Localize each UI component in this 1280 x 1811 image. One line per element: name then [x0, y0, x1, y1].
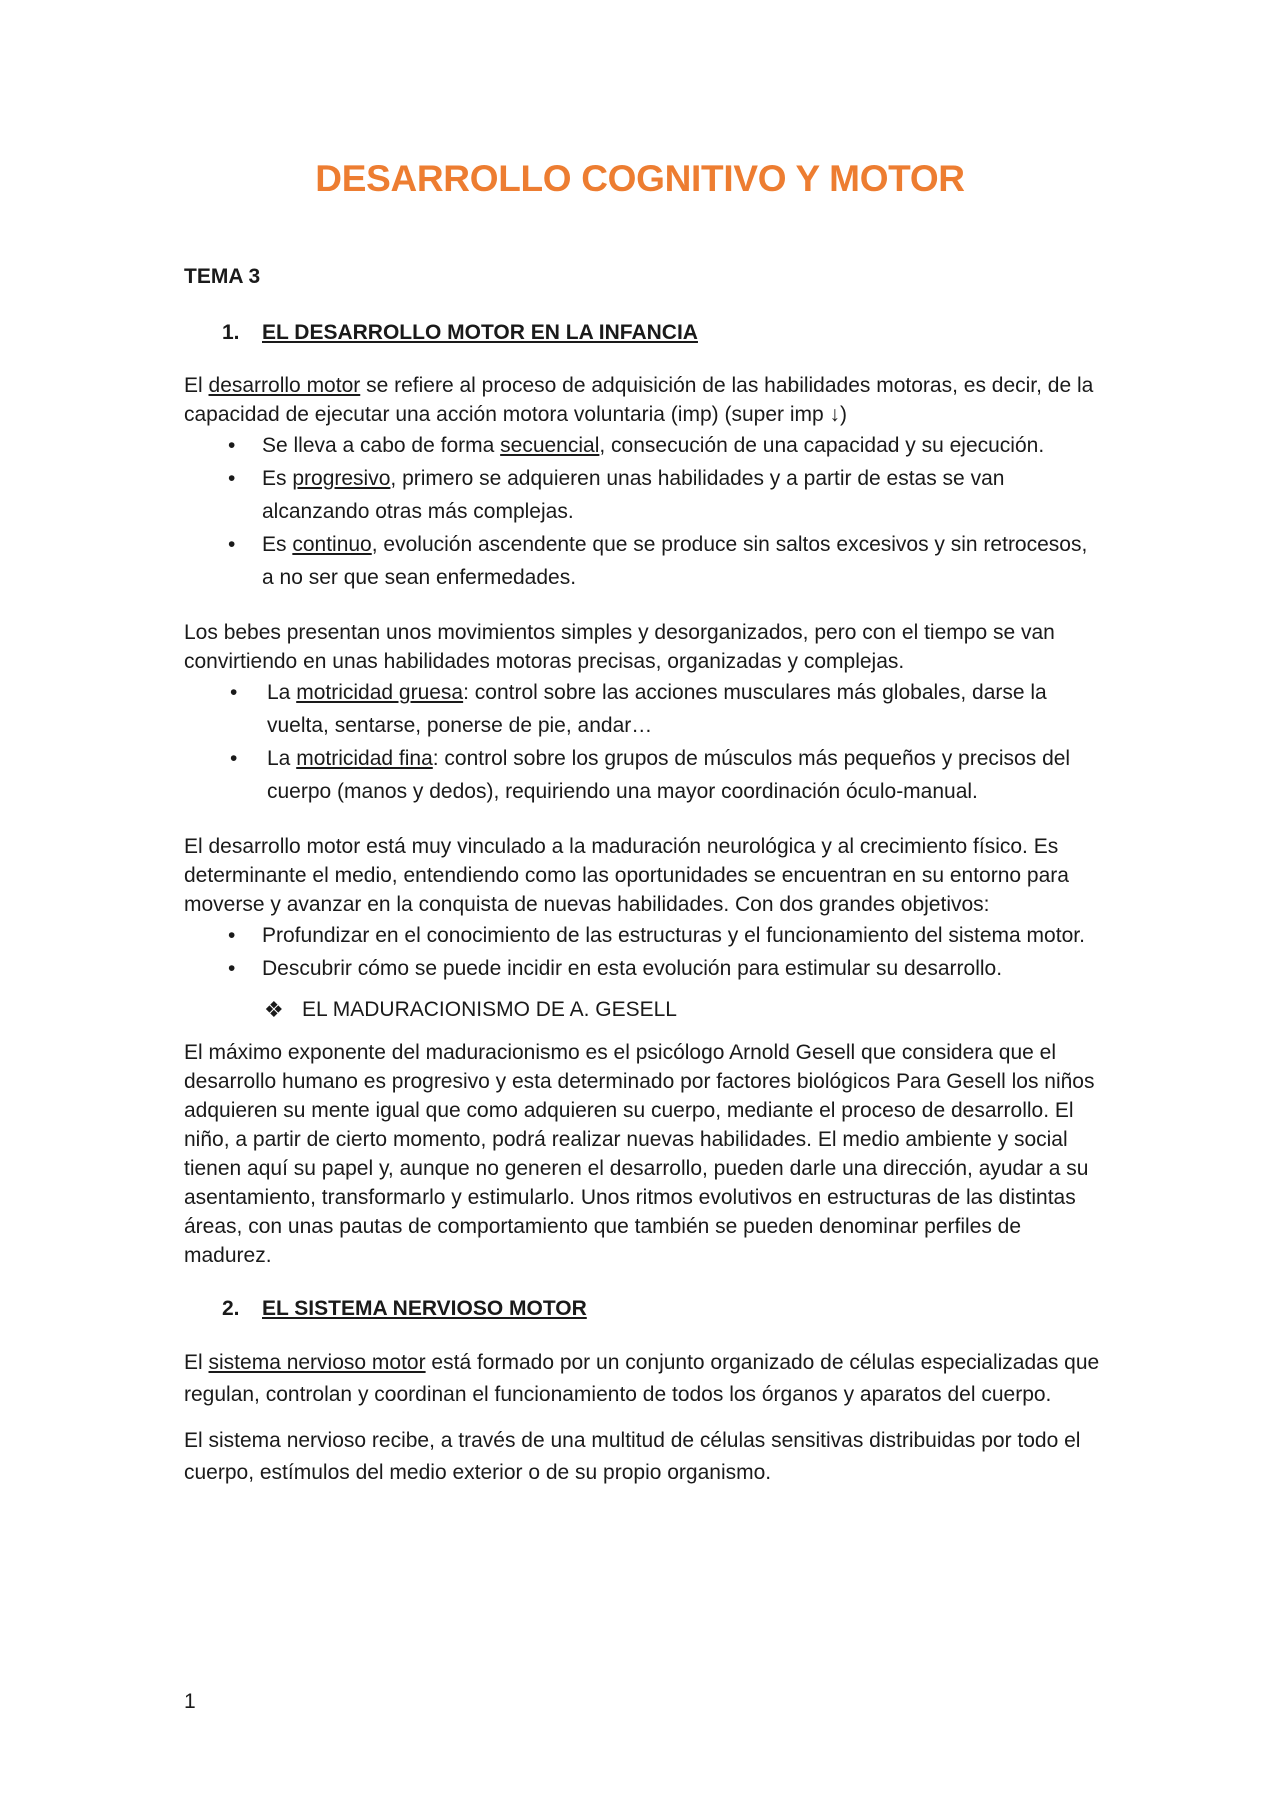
section-1-heading	[222, 318, 1104, 347]
spacer	[184, 1411, 1104, 1425]
section-1-intro	[184, 371, 1104, 429]
gesell-subheading	[264, 995, 1104, 1024]
section-2-number: 2.	[222, 1297, 240, 1320]
section-1-number: 1.	[222, 321, 240, 344]
item-text-pre: La	[267, 681, 297, 704]
section-1-paragraph-3: El desarrollo motor está muy vinculado a la maduración neurológica y al crecimiento físico. Es determinante el medio, entendiendo como las oportunidades se encuentran en su entorno para moverse y avanzar en la conquista de nuevas habilidades. Con dos grandes objetivos:	[184, 835, 1069, 916]
bullet-icon: •	[230, 681, 238, 704]
term-progresivo: progresivo	[292, 467, 391, 490]
bullet-icon: •	[228, 434, 236, 457]
bullet-icon: •	[228, 957, 236, 980]
objectives-list	[184, 919, 1104, 985]
term-secuencial: secuencial	[500, 434, 600, 457]
list-item	[184, 429, 1104, 462]
page-number: 1	[184, 1690, 196, 1713]
term-desarrollo-motor: desarrollo motor	[208, 374, 361, 397]
intro-text-pre: El	[184, 374, 209, 397]
bullet-icon: •	[228, 533, 236, 556]
section-2-title: EL SISTEMA NERVIOSO MOTOR	[262, 1297, 587, 1320]
section-1-title: EL DESARROLLO MOTOR EN LA INFANCIA	[262, 321, 698, 344]
gesell-paragraph: El máximo exponente del maduracionismo es el psicólogo Arnold Gesell que considera que el desarrollo humano es progresivo y esta determinado por factores biológicos Para Gesell los niños adquieren su mente igual que como adquieren su cuerpo, mediante el proceso de desarrollo. El niño, a partir de cierto momento, podrá realizar nuevas habilidades. El medio ambiente y social tienen aquí su papel y, aunque no generen el desarrollo, pueden darle una dirección, ayudar a su asentamiento, transformarlo y estimularlo. Unos ritmos evolutivos en estructuras de las distintas áreas, con unas pautas de comportamiento que también se pueden denominar perfiles de madurez.	[184, 1041, 1095, 1267]
item-text-post: , primero se adquieren unas habilidades y a partir de estas se van alcanzando otras más complejas.	[262, 467, 1005, 523]
list-item	[184, 919, 1104, 952]
list-item	[184, 742, 1104, 808]
bullet-icon: •	[228, 467, 236, 490]
list-item	[184, 676, 1104, 742]
motricity-list	[184, 676, 1104, 808]
item-text-post: : control sobre las acciones musculares más globales, darse la vuelta, sentarse, ponerse de pie, andar…	[267, 681, 1047, 737]
intro-text-post: está formado por un conjunto organizado de células especializadas que regulan, controlan y coordinan el funcionamiento de todos los órganos y aparatos del cuerpo.	[184, 1351, 1100, 1406]
gesell-subheading-text: EL MADURACIONISMO DE A. GESELL	[302, 998, 677, 1021]
list-item	[184, 462, 1104, 528]
item-text-pre: Es	[262, 467, 293, 490]
section-2-intro	[184, 1347, 1104, 1411]
section-1-paragraph-2: Los bebes presentan unos movimientos simples y desorganizados, pero con el tiempo se van convirtiendo en unas habilidades motoras precisas, organizadas y complejas.	[184, 621, 1055, 673]
diamond-bullet-icon: ❖	[264, 997, 284, 1022]
document-title: DESARROLLO COGNITIVO Y MOTOR	[315, 158, 965, 199]
spacer	[184, 1270, 1104, 1294]
intro-text-post: se refiere al proceso de adquisición de las habilidades motoras, es decir, de la capacidad de ejecutar una acción motora voluntaria (imp) (super imp ↓)	[184, 374, 1094, 426]
intro-text-pre: El	[184, 1351, 209, 1374]
item-text-pre: La	[267, 747, 297, 770]
item-text-post: : control sobre los grupos de músculos más pequeños y precisos del cuerpo (manos y dedos), requiriendo una mayor coordinación óculo-manual.	[267, 747, 1071, 803]
item-text: Descubrir cómo se puede incidir en esta evolución para estimular su desarrollo.	[262, 957, 1003, 980]
item-text-pre: Es	[262, 533, 293, 556]
spacer	[184, 808, 1104, 832]
document-body	[184, 262, 1104, 1489]
item-text-post: , consecución de una capacidad y su ejecución.	[599, 434, 1045, 457]
list-item	[184, 952, 1104, 985]
section-2-paragraph-2: El sistema nervioso recibe, a través de una multitud de células sensitivas distribuidas por todo el cuerpo, estímulos del medio exterior o de su propio organismo.	[184, 1429, 1081, 1484]
item-text: Profundizar en el conocimiento de las estructuras y el funcionamiento del sistema motor.	[262, 924, 1085, 947]
term-motricidad-fina: motricidad fina	[296, 747, 433, 770]
bullet-icon: •	[230, 747, 238, 770]
tema-label: TEMA 3	[184, 265, 261, 288]
bullet-icon: •	[228, 924, 236, 947]
list-item	[184, 528, 1104, 594]
term-motricidad-gruesa: motricidad gruesa	[296, 681, 464, 704]
term-continuo: continuo	[292, 533, 372, 556]
characteristics-list	[184, 429, 1104, 594]
section-2-heading	[222, 1294, 1104, 1323]
item-text-post: , evolución ascendente que se produce sin saltos excesivos y sin retrocesos, a no ser que sean enfermedades.	[262, 533, 1088, 589]
term-sistema-nervioso-motor: sistema nervioso motor	[208, 1351, 426, 1374]
spacer	[184, 594, 1104, 618]
item-text-pre: Se lleva a cabo de forma	[262, 434, 501, 457]
